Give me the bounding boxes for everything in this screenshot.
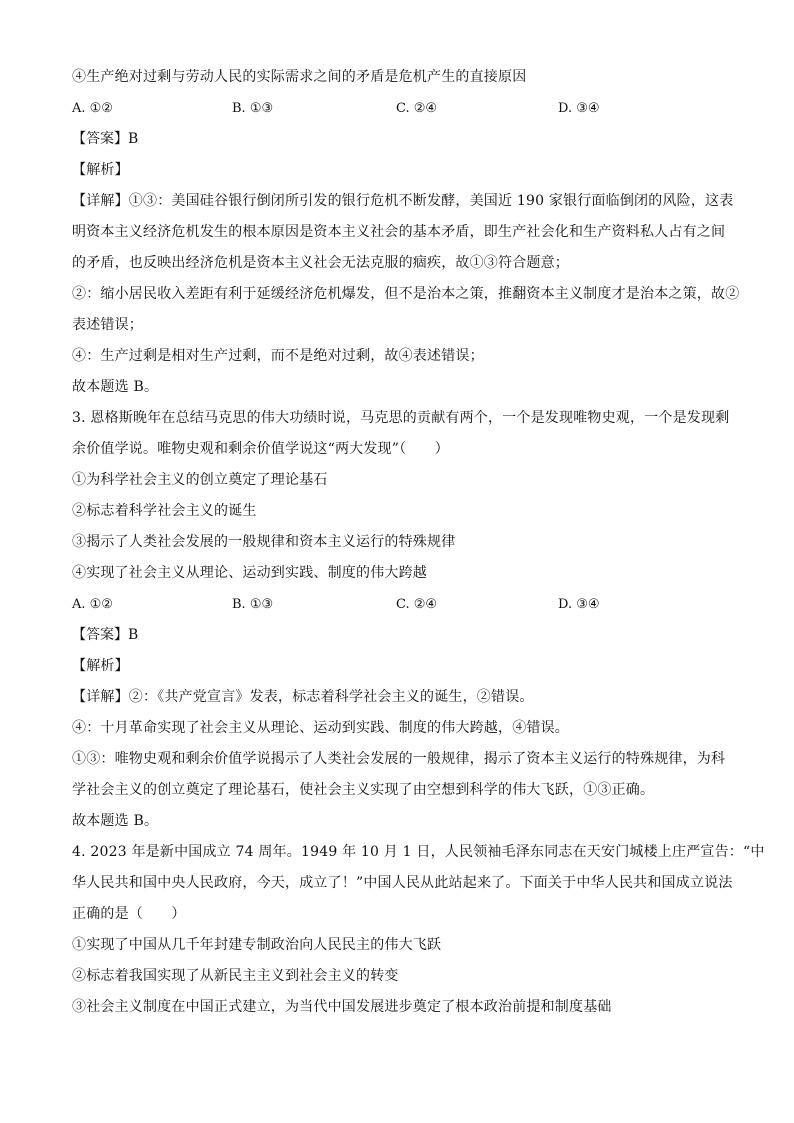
q2-statement-4: ④生产绝对过剩与劳动人民的实际需求之间的矛盾是危机产生的直接原因 — [72, 69, 527, 85]
q2-detail-line: 【详解】①③：美国硅谷银行倒闭所引发的银行危机不断发酵，美国近 190 家银行面临倒闭的风险，这表 — [72, 193, 734, 209]
q2-detail-line: 表述错误； — [72, 317, 143, 333]
q2-options — [72, 93, 732, 124]
q3-option-c: C. ②④ — [396, 597, 438, 612]
q3-answer — [72, 620, 732, 651]
q4-stem-line: 正确的是（ ） — [72, 906, 186, 922]
answer-label: 【答案】 — [72, 627, 128, 643]
q4-statement-1: ①实现了中国从几千年封建专制政治向人民民主的伟大飞跃 — [72, 937, 442, 953]
q3-analysis-label: 【解析】 — [72, 658, 129, 674]
q2-option-d: D. ③④ — [558, 101, 600, 116]
q2-detail-line: ②：缩小居民收入差距有利于延缓经济危机爆发，但不是治本之策，推翻资本主义制度才是治本之策，故② — [72, 286, 740, 302]
q4-stem-line: 4. 2023 年是新中国成立 74 周年。1949 年 10 月 1 日，人民领袖毛泽东同志在天安门城楼上庄严宣告：“中 — [72, 844, 765, 860]
q3-option-a: A. ①② — [72, 597, 113, 612]
q2-detail-line: 的矛盾，也反映出经济危机是资本主义社会无法克服的痼疾，故①③符合题意； — [72, 255, 569, 271]
q2-option-a: A. ①② — [72, 101, 113, 116]
answer-value: B — [128, 131, 139, 147]
q3-statement-2: ②标志着科学社会主义的诞生 — [72, 503, 257, 519]
q3-option-d: D. ③④ — [558, 597, 600, 612]
q3-detail-line: 学社会主义的创立奠定了理论基石，使社会主义实现了由空想到科学的伟大飞跃，①③正确。 — [72, 782, 655, 798]
answer-label: 【答案】 — [72, 131, 128, 147]
q3-detail-line: ①③：唯物史观和剩余价值学说揭示了人类社会发展的一般规律，揭示了资本主义运行的特殊规律，为科 — [72, 751, 726, 767]
q3-options — [72, 589, 732, 620]
q4-stem-line: 华人民共和国中央人民政府，今天，成立了！”中国人民从此站起来了。下面关于中华人民共和国成立说法 — [72, 875, 733, 891]
q3-statement-4: ④实现了社会主义从理论、运动到实践、制度的伟大跨越 — [72, 565, 427, 581]
q3-stem-line: 余价值学说。唯物史观和剩余价值学说这“两大发现”（ ） — [72, 441, 449, 457]
q2-analysis-label: 【解析】 — [72, 162, 129, 178]
q2-detail-line: 故本题选 B。 — [72, 379, 159, 395]
answer-value: B — [128, 627, 139, 643]
q2-option-b: B. ①③ — [232, 101, 274, 116]
q4-statement-2: ②标志着我国实现了从新民主主义到社会主义的转变 — [72, 968, 399, 984]
q4-statement-3: ③社会主义制度在中国正式建立，为当代中国发展进步奠定了根本政治前提和制度基础 — [72, 999, 612, 1015]
q3-statement-1: ①为科学社会主义的创立奠定了理论基石 — [72, 472, 328, 488]
q2-detail-line: 明资本主义经济危机发生的根本原因是资本主义社会的基本矛盾，即生产社会化和生产资料私人占有之间 — [72, 224, 726, 240]
document-page — [72, 62, 765, 1023]
q3-detail-line: 故本题选 B。 — [72, 813, 159, 829]
q2-detail-line: ④：生产过剩是相对生产过剩，而不是绝对过剩，故④表述错误； — [72, 348, 484, 364]
q2-answer — [72, 124, 732, 155]
q3-detail-line: ④：十月革命实现了社会主义从理论、运动到实践、制度的伟大跨越，④错误。 — [72, 720, 569, 736]
q3-detail-line: 【详解】②：《共产党宣言》发表，标志着科学社会主义的诞生，②错误。 — [72, 689, 534, 705]
q3-statement-3: ③揭示了人类社会发展的一般规律和资本主义运行的特殊规律 — [72, 534, 456, 550]
q2-option-c: C. ②④ — [396, 101, 438, 116]
q3-stem-line: 3. 恩格斯晚年在总结马克思的伟大功绩时说，马克思的贡献有两个，一个是发现唯物史观，一个是发现剩 — [72, 410, 730, 426]
q3-option-b: B. ①③ — [232, 597, 274, 612]
